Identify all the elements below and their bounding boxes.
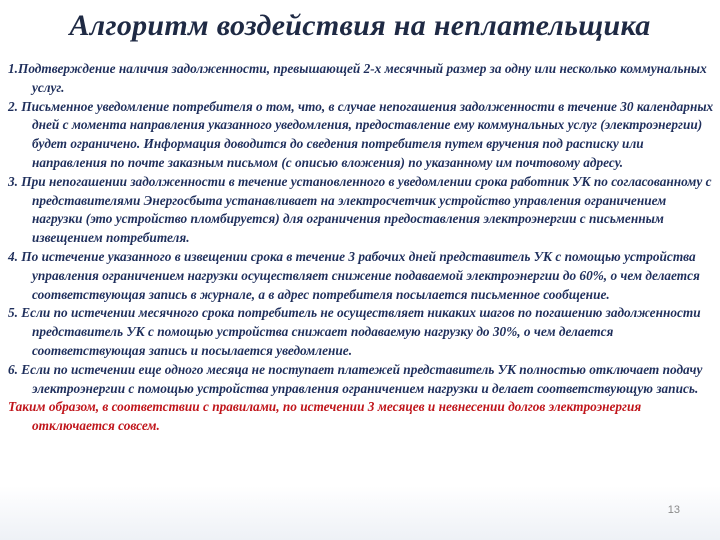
conclusion-paragraph: Таким образом, в соответствии с правилами, по истечении 3 месяцев и невнесении долгов электроэнергия отключается совсем. — [8, 399, 642, 434]
step-2-paragraph: 2. Письменное уведомление потребителя о том, что, в случае непогашения задолженности в течение 30 календарных дней с момента направления указанного уведомления, предоставление ему коммунальных услуг (электроэнергии) будет ограничено. Информация доводится до сведения потребителя путем вручения под расписку или направления по почте заказным письмом (с описью вложения) по указанному им почтовому адресу. — [8, 98, 714, 170]
step-4-paragraph: 4. По истечение указанного в извещении срока в течение 3 рабочих дней представитель УК с помощью устройства управления ограничением нагрузки осуществляет снижение подаваемой электроэнергии до 60%, о чем делается соответствующая запись в журнале, а в адрес потребителя посылается письменное сообщение. — [8, 248, 700, 302]
slide-body — [8, 60, 714, 436]
page-number: 13 — [667, 504, 680, 516]
step-1-paragraph: 1.Подтверждение наличия задолженности, превышающей 2-х месячный размер за одну или несколько коммунальных услуг. — [8, 61, 707, 95]
step-6-paragraph: 6. Если по истечении еще одного месяца не поступает платежей представитель УК полностью отключает подачу электроэнергии с помощью устройства управления ограничением нагрузки и делает соответствующую запись. — [8, 361, 703, 396]
step-5-paragraph: 5. Если по истечении месячного срока потребитель не осуществляет никаких шагов по погашению задолженности представитель УК с помощью устройства снижает подаваемую нагрузку до 30%, о чем делается соответствующая запись и посылается уведомление. — [8, 305, 701, 358]
step-3-paragraph: 3. При непогашении задолженности в течение установленного в уведомлении срока работник УК по согласованному с представителями Энергосбыта устанавливает на электросчетчик устройство управления ограничением нагрузки (это устройство пломбируется) для ограничения предоставления электроэнергии с письменным извещением потребителя. — [8, 173, 712, 246]
slide-title: Алгоритм воздействия на неплательщика — [69, 9, 651, 42]
